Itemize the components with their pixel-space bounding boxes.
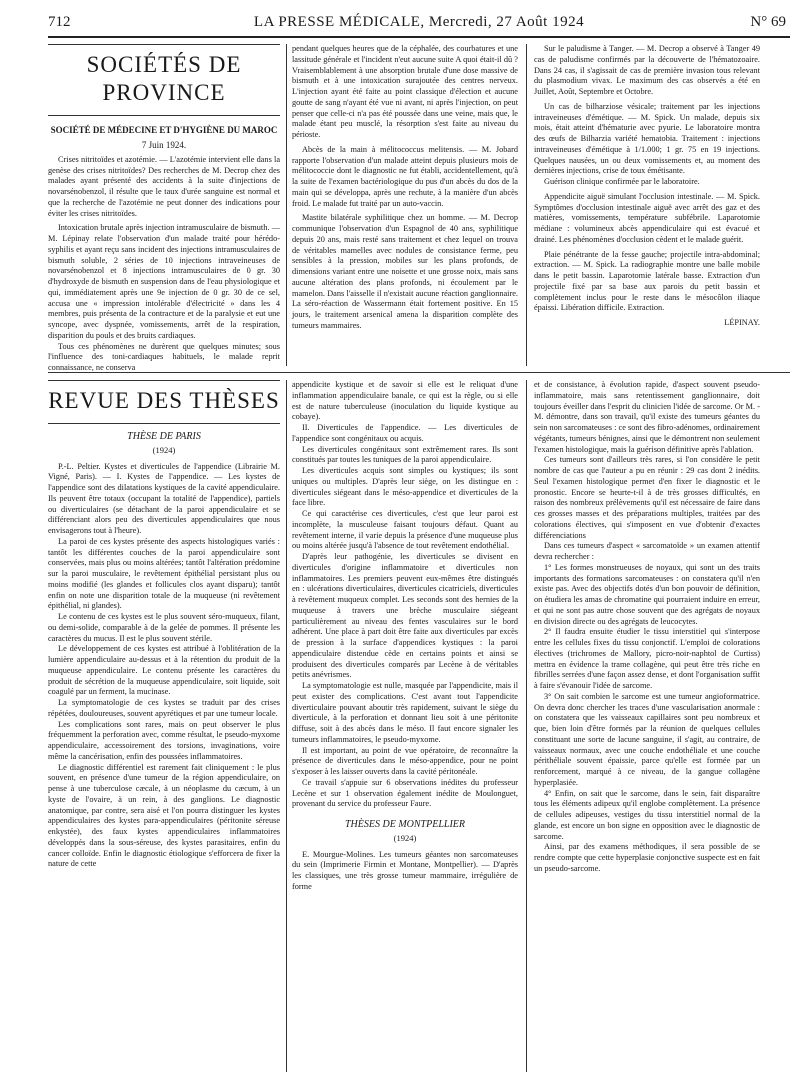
thesis-heading-montpellier: THÈSES DE MONTPELLIER — [345, 819, 465, 830]
article-paragraph: Les diverticules acquis sont simples ou kystiques; ils sont uniques ou multiples. D'après leur siège, on les distingue en : diverticules siégeant dans le méso-appendice et diverticules de la face libre. — [292, 466, 518, 508]
article-paragraph: E. Mourgue-Molines. Les tumeurs géantes non sarcomateuses du sein (Imprimerie Firmin et Montane, Montpellier). — D'après les classiques, une très grosse tumeur mammaire, irrégulière de forme — [292, 849, 518, 891]
article-paragraph: Appendicite aiguë simulant l'occlusion intestinale. — M. Spick. Symptômes d'occlusion intestinale aiguë avec arrêt des gaz et des matières, vomissements, température subfébrile. Laparotomie médiane : volumineux abcès appendiculaire qui est évacué et drainé. Les phénomènes d'occlusion cèdent et le malade guérit. — [534, 191, 760, 244]
top-column-2 — [292, 44, 518, 366]
article-paragraph: Ces tumeurs sont d'ailleurs très rares, si l'on considère le petit nombre de cas que l'auteur a pu en réunir : 29 cas dont 2 inédits. Seul l'examen histologique permet d'en fixer le diagnostic et le pronostic. Encore se heurte-t-il à de très grosses difficultés, en raison des nombreux prélèvements qu'il est nécessaire de faire dans ces grosses masses et des préparations multiples, traitées par des colorations électives, qui s'imposent en vue d'obtenir d'exactes différenciations — [534, 455, 760, 540]
article-paragraph: et de consistance, à évolution rapide, d'aspect souvent pseudo-inflammatoire, mais sans retentissement ganglionnaire, doit toujours éveiller dans l'esprit du clinicien l'idée de sarcome. Or M. -M. démontre, dans son travail, qu'il existe des tumeurs géantes du sein non sarcomateuses : ce sont des fibro-adénomes, ordinairement végétants, tumeurs bénignes, ainsi que le démontrent non seulement l'examen histologique, mais la guérison définitive après l'ablation. — [534, 380, 760, 454]
page-header — [48, 14, 790, 38]
article-paragraph: Le diagnostic différentiel est rarement fait cliniquement : le plus souvent, en présence d'une tumeur de la région appendiculaire, on pense à une tuberculose cæcale, à un néoplasme du cæcum, à un kyste de l'ovaire, à un rein, à des ganglions. Le diagnostic anatomique, par contre, sera aisé et l'on pourra distinguer les kystes appendiculaires des kystes para-appendiculaires (péritonite séreuse enkystée), des faux kystes appendiculaires inflammatoires développés dans la sous-séreuse, des kystes parasitaires, enfin du cancer colloïde. Enfin le diagnostic étiologique s'efforcera de fixer la nature de cette — [48, 762, 280, 869]
section-title-box — [48, 380, 280, 424]
column-divider — [526, 44, 527, 366]
article-paragraph: Ainsi, par des examens méthodiques, il sera possible de se rendre compte que cette hyperplasie conjonctive suspecte est en fait un pseudo-sarcome. — [534, 842, 760, 873]
article-paragraph: Il est important, au point de vue opératoire, de reconnaître la présence de diverticules dans le méso-appendice, pour ne point s'exposer à les laisser ouverts dans la cavité péritonéale. — [292, 745, 518, 776]
article-paragraph: appendicite kystique et de savoir si elle est le reliquat d'une inflammation appendiculaire banale, ce qui est la règle, ou si elle est de nature tuberculeuse (inoculation du liquide kystique au cobaye). — [292, 380, 518, 422]
article-paragraph: 2° Il faudra ensuite étudier le tissu interstitiel qui s'interpose entre les cellules fixes du tissu conjonctif. L'emploi de colorations électives (trichromes de Mallory, picro-noir-naphtol de Curtiss) mettra en évidence la trame collagène, qui peut être très riche en fibrilles serrées d'une façon assez dense, et dont l'organisation suffit à faire s'évanouir l'idée de sarcome. — [534, 627, 760, 690]
article-paragraph: Intoxication brutale après injection intramusculaire de bismuth. — M. Lépinay relate l'observation d'un malade traité pour hérédo-syphilis et ayant reçu sans incident des injections intramusculaires de bismuth soluble, 2 séries de 10 injections intraveineuses de novarsénobenzol et 8 injections intramusculaires de 0 gr. 30 d'hydroxyde de bismuth en suspension dans de l'eau physiologique et qui, immédiatement après une 9e injection de 0 gr. 30 de ce sel, accusa une « impression intolérable d'électricité » dans les 4 membres, puis présenta de la contracture et de la paralysie et eut une syncope, avec dyspnée, vomissements, arrêt de la respiration, disparition du pouls et des bruits cardiaques. — [48, 223, 280, 340]
issue-number: N° 69 — [750, 14, 786, 30]
column-divider — [286, 380, 287, 1072]
article-paragraph: Abcès de la main à mélitococcus melitensis. — M. Jobard rapporte l'observation d'un malade atteint depuis plusieurs mois de mélitococcie dont le diagnostic ne fut établi, accidentellement, qu'à la suite de l'examen bactériologique du pus d'un abcès du dos de la main qui se développa, après une rechute, à la manière d'un abcès froid. Le malade fut traité par un auto-vaccin. — [292, 144, 518, 208]
article-paragraph: P.-L. Peltier. Kystes et diverticules de l'appendice (Librairie M. Vigné, Paris). — I. Kystes de l'appendice. — Les kystes de l'appendice sont des dilatations kystiques de la cavité appendiculaire. Ils peuvent être totaux (occupant la totalité de l'appendice), partiels ou diverticulaires (se détachant de la paroi appendiculaire et se différenciant alors peu des diverticules appendiculaires que nous envisagerons tout à l'heure). — [48, 461, 280, 535]
article-paragraph: 1° Les formes monstrueuses de noyaux, qui sont un des traits importants des formations sarcomateuses : on constatera qu'il n'en existe pas. Avec des objectifs dotés d'un bon pouvoir de définition, on étudiera les amas de chromatine qui pourraient induire en erreur, et qui ne sont pas autre chose souvent que des agrégats de noyaux en division directe ou des agrégats de leucocytes. — [534, 562, 760, 626]
top-column-3 — [534, 44, 760, 366]
bottom-column-3 — [534, 380, 760, 1072]
article-paragraph: La paroi de ces kystes présente des aspects histologiques variés : tantôt les différentes couches de la paroi appendiculaire sont conservées, mais plus ou moins altérées; tantôt l'altération prédomine sur la paroi musculaire, le revêtement épithélial persistant plus ou moins modifié (les glandes et follicules clos ayant disparu); tantôt enfin on note une disparition totale de la muqueuse (ni revêtement épithélial, ni glandes). — [48, 536, 280, 611]
article-paragraph: pendant quelques heures que de la céphalée, des courbatures et une lassitude générale et l'incident n'eut aucune suite A quoi était-il dû ? Vraisemblablement à une absorption brutale d'une dose massive de bismuth et à une intoxication surajoutée des centres nerveux. L'injection ayant été faite au point classique d'élection et aucune goutte de sang n'ayant été vue ni avant, ni après l'injection, on peut penser que celle-ci n'a pas été poussée dans une veine, mais que, le malade étant peu musclé, la résorption s'est faite au niveau du périoste. — [292, 44, 518, 139]
bottom-column-1 — [48, 380, 280, 1072]
article-paragraph: Guérison clinique confirmée par le laboratoire. — [544, 177, 700, 186]
article-paragraph: 4° Enfin, on sait que le sarcome, dans le sein, fait disparaître tous les éléments adipeux qu'il englobe complètement. La présence de cellules adipeuses, vestiges du tissu interstitiel normal de la glande, est encore un bon signe en opposition avec le diagnostic de sarcome. — [534, 788, 760, 841]
article-paragraph: Les complications sont rares, mais on peut observer le plus fréquemment la perforation avec, comme résultat, le pseudo-myxome appendiculaire, accessoirement des torsions, invaginations, voire même la cancérisation, enfin des poussées inflammatoires. — [48, 719, 280, 761]
article-paragraph: Crises nitritoïdes et azotémie. — L'azotémie intervient elle dans la genèse des crises nitritoïdes? Des recherches de M. Decrop chez des malades ayant présenté des accidents à la suite d'injections de novarsénobenzol, il résulte que le taux d'urée sanguine est normal et que la recherche de l'azotémie ne peut donner des indications pour éviter les crises nitritoïdes. — [48, 154, 280, 218]
article-paragraph: Le contenu de ces kystes est le plus souvent séro-muqueux, filant, ou demi-solide, comparable à de la gelée de pommes. Il présente les caractères du mucus. Il est le plus souvent stérile. — [48, 612, 280, 643]
section-title-theses: REVUE DES THÈSES — [48, 388, 280, 413]
article-paragraph: Plaie pénétrante de la fesse gauche; projectile intra-abdominal; extraction. — M. Spick. La radiographie montre une balle mobile dans le petit bassin. Laparotomie latérale basse. Extraction d'un projectile fixé par sa base aux parois du petit bassin et complètement inclus pour le reste dans le mésocôlon iliaque épaissi. Libération difficile. Extraction. — [534, 249, 760, 313]
thesis-year-paris: (1924) — [152, 444, 176, 455]
article-paragraph: Sur le paludisme à Tanger. — M. Decrop a observé à Tanger 49 cas de paludisme confirmés par la découverte de l'hématozoaire. Dans 24 cas, il s'agissait de cas de première invasion tous relevant du plasmodium vivax. Le maximum des cas observés a été en Juillet, Août, Septembre et Octobre. — [534, 44, 760, 96]
article-paragraph: Le développement de ces kystes est attribué à l'oblitération de la lumière appendiculaire au-dessus et à la rétention du produit de la muqueuse appendiculaire. Le contenu présente les caractères du produit de sécrétion de la muqueuse appendiculaire, soit liquide, soit coagulé par un ferment, la mucinase. — [48, 644, 280, 697]
section-title-box — [48, 44, 280, 116]
session-date: 7 Juin 1924. — [141, 140, 187, 150]
column-divider — [526, 380, 527, 1072]
article-paragraph: La symptomatologie est nulle, masquée par l'appendicite, mais il peut exister des complications. C'est avant tout l'appendicite diverticulaire pouvant aboutir très rapidement, suivant le siège du diverticule, à la perforation et donnant lieu soit à une péritonite diffuse, soit à des abcès dans le méso. Il faut encore signaler les tumeurs inflammatoires, le pseudo-myxome. — [292, 681, 518, 744]
article-paragraph: II. Diverticules de l'appendice. — Les diverticules de l'appendice sont congénitaux ou acquis. — [292, 423, 518, 443]
article-paragraph: D'après leur pathogénie, les diverticules se divisent en diverticules d'origine inflammatoire et diverticules non inflammatoires. Les premiers peuvent eux-mêmes être distingués en : ulcérations diverticulaires, diverticules cicatriciels, diverticules à revêtement muqueux complet. Les seconds sont des hernies de la muqueuse à travers une brèche musculaire siégeant particulièrement au niveau des fentes vasculaires sur le bord adhérent. Une place à part doit être faite aux diverticules par excès de pression à la surface d'appendices kystiques : la paroi appendiculaire distendue cède en certains points et ainsi se produisent des diverticules comparés par Lecène à de véritables petits anévrismes. — [292, 552, 518, 680]
article-paragraph: Ce qui caractérise ces diverticules, c'est que leur paroi est incomplète, la musculeuse faisant toujours défaut. Quant au revêtement interne, il varie depuis la présence d'une muqueuse plus ou moins altérée jusqu'à l'absence de tout revêtement endothélial. — [292, 509, 518, 551]
section-divider — [48, 372, 790, 373]
article-paragraph: Un cas de bilharziose vésicale; traitement par les injections intraveineuses d'émétique. — M. Spick. Un malade, depuis six mois, était atteint d'hématurie avec pyurie. Le laboratoire montra des œufs de Bilharzia variété hematobia. Traitement : injections intraveineuses d'émétique à 1/1.000; 1 gr. 75 en 19 injections. Quelques nausées, un ou deux vomissements et, au moment des dernières injections, crise de toux émétisante. — [534, 101, 760, 176]
thesis-year-montpellier: (1924) — [393, 832, 417, 843]
article-paragraph: Tous ces phénomènes ne durèrent que quelques minutes; sous l'influence des toni-cardiaques habituels, le malade reprit connaissance, ne conserva — [48, 341, 280, 372]
column-divider — [286, 44, 287, 366]
article-paragraph: Dans ces tumeurs d'aspect « sarcomatoïde » un examen attentif devra rechercher : — [534, 541, 760, 561]
bottom-column-2 — [292, 380, 518, 1072]
article-paragraph: Mastite bilatérale syphilitique chez un homme. — M. Decrop communique l'observation d'un Espagnol de 40 ans, syphilitique depuis 20 ans, mais resté sans traitement et chez lequel on trouva de véritables mamelles avec nodules de consistance ferme, peu sensibles à la pression, mobiles sur les plans profonds, de dimensions variant entre une noisette et une grosse noix, mais sans aucune altération des plans profonds, ni écoulement par le mamelon. Dans l'aisselle il n'existait aucune réaction ganglionnaire. La séro-réaction de Wassermann était fortement positive. En 15 jours, le traitement arsenical amena la disparition complète des tumeurs mammaires. — [292, 213, 518, 330]
article-paragraph: Ce travail s'appuie sur 6 observations inédites du professeur Lecène et sur 1 observation également inédite de Moulonguet, provenant du service du professeur Faure. — [292, 777, 518, 809]
article-paragraph: 3° On sait combien le sarcome est une tumeur angioformatrice. On devra donc chercher les traces d'une vascularisation anormale : on constatera que les vaisseaux capillaires sont peu nombreux et que, bien loin d'être formés par la réunion de quelques cellules constituant une sorte de lacune sanguine, il s'agit, au contraire, de vaisseaux normaux, avec une couche endothéliale et une couche périthéliale souvent épaissie, parce qu'elle est formée par un renforcement, marqué à ce niveau, de la gangue collagène hyperplasiée. — [534, 691, 760, 787]
page-number: 712 — [48, 14, 71, 30]
journal-title: LA PRESSE MÉDICALE, Mercredi, 27 Août 1924 — [253, 14, 585, 30]
thesis-heading-paris: THÈSE DE PARIS — [127, 431, 201, 442]
section-title-societes: SOCIÉTÉS DE PROVINCE — [86, 52, 242, 105]
author-signature: LÉPINAY. — [724, 318, 760, 327]
article-paragraph: Les diverticules congénitaux sont extrêmement rares. Ils sont constitués par toutes les tuniques de la paroi appendiculaire. — [292, 444, 518, 465]
society-heading: SOCIÉTÉ DE MÉDECINE ET D'HYGIÈNE DU MAROC — [50, 125, 278, 135]
article-paragraph: La symptomatologie de ces kystes se traduit par des crises répétées, douloureuses, souvent apyrétiques et par une tumeur locale. — [48, 698, 280, 718]
top-column-1 — [48, 44, 280, 372]
